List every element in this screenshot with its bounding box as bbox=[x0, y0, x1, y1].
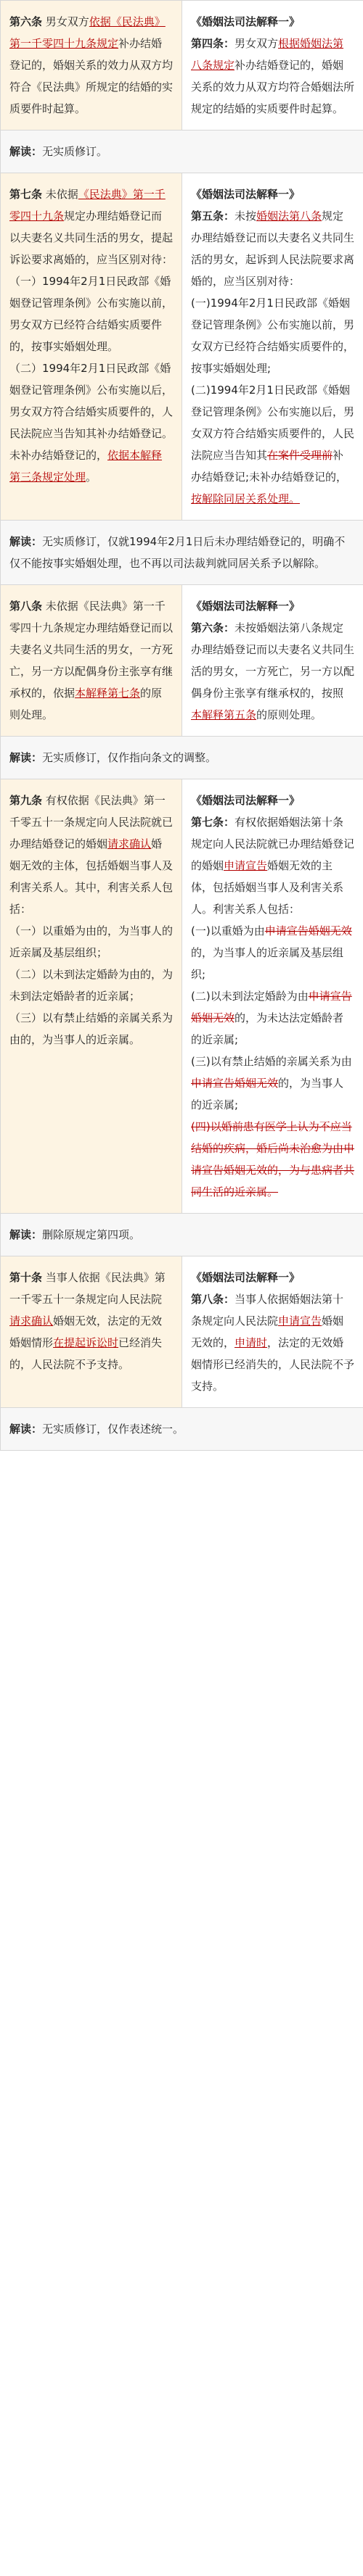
article-heading: 解读： bbox=[9, 1422, 43, 1436]
body-text: 未依据《民法典》第一千零四十九条规定办理结婚登记而以夫妻名义共同生活的男女，一方死亡，另一方以配偶身份主张享有继承权的，依据 bbox=[9, 600, 174, 700]
body-text: 的原则处理。 bbox=[256, 708, 322, 721]
body-text: 男女双方 bbox=[42, 15, 89, 28]
body-text: 无实质修订，仅就1994年2月1日后未办理结婚登记的，明确不仅不能按事实婚姻处理，也不再以司法裁判就同居关系予以解除。 bbox=[9, 535, 346, 570]
provision-paragraph bbox=[191, 183, 354, 205]
body-text: (二)1994年2月1日民政部《婚姻登记管理条例》公布实施以后，男女双方符合结婚实质要件的，人民法院应当告知其 bbox=[191, 384, 355, 462]
old-provision-cell bbox=[182, 173, 363, 521]
body-text: 已经消失的，人民法院不予支持。 bbox=[9, 1336, 163, 1371]
interpretation-row bbox=[1, 1214, 363, 1256]
article-heading: 第五条： bbox=[191, 210, 235, 223]
body-text: 未依据 bbox=[42, 188, 78, 201]
interpretation-note bbox=[1, 1408, 363, 1451]
body-text: 的，为当事人的近亲属及基层组织; bbox=[191, 946, 344, 981]
article-comparison-row bbox=[1, 779, 363, 1214]
article-heading: 第九条 bbox=[9, 794, 43, 807]
provision-paragraph bbox=[191, 1051, 354, 1116]
article-comparison-row bbox=[1, 1256, 363, 1408]
body-text: 的，为未达法定婚龄者的近亲属; bbox=[191, 1011, 344, 1046]
article-heading: 第八条 bbox=[9, 600, 43, 613]
body-text: 婚姻无效的主体，包括婚姻当事人及利害关系人。利害关系人包括： bbox=[191, 859, 344, 916]
body-text: 规定办理结婚登记而以夫妻名义共同生活的男女，起诉到人民法院要求离婚的，应当区别对待： bbox=[191, 210, 355, 288]
body-text: (二)以未到法定婚龄为由 bbox=[191, 990, 309, 1003]
provision-paragraph bbox=[191, 33, 354, 120]
body-text: 的，为当事人的近亲属; bbox=[191, 1077, 344, 1111]
body-text: （二）1994年2月1日民政部《婚姻登记管理条例》公布实施以后，男女双方符合结婚实质要件的，人民法院应当告知其补办结婚登记。未补办结婚登记的， bbox=[9, 362, 174, 462]
body-text: (三)以有禁止结婚的亲属关系为由 bbox=[191, 1055, 352, 1068]
interpretation-row bbox=[1, 131, 363, 173]
article-heading: 第七条 bbox=[9, 188, 43, 201]
article-comparison-row bbox=[1, 1, 363, 131]
provision-paragraph bbox=[9, 270, 173, 357]
article-heading: 《婚姻法司法解释一》 bbox=[191, 794, 301, 807]
body-text: （一）1994年2月1日民政部《婚姻登记管理条例》公布实施以前，男女双方已经符合结婚实质要件的，按事实婚姻处理。 bbox=[9, 275, 174, 353]
article-heading: 第八条： bbox=[191, 1293, 235, 1306]
provision-paragraph bbox=[191, 1288, 354, 1397]
body-text: （一）以重婚为由的，为当事人的近亲属及基层组织； bbox=[9, 924, 174, 959]
article-heading: 解读： bbox=[9, 535, 43, 548]
provision-paragraph bbox=[191, 595, 354, 617]
new-provision-cell bbox=[1, 585, 182, 737]
provision-paragraph bbox=[191, 1116, 354, 1203]
article-heading: 第四条： bbox=[191, 37, 235, 50]
body-text: 当事人依据婚姻法第十条规定向人民法院 bbox=[191, 1293, 344, 1328]
provision-paragraph bbox=[9, 183, 173, 270]
article-heading: 解读： bbox=[9, 751, 43, 764]
old-provision-cell bbox=[182, 1, 363, 131]
body-text: (一)1994年2月1日民政部《婚姻登记管理条例》公布实施以前，男女双方已经符合结婚实质要件的，按事实婚姻处理; bbox=[191, 297, 355, 375]
deleted-text: 申请宣告婚姻无效 bbox=[191, 1077, 279, 1090]
article-heading: 解读： bbox=[9, 145, 43, 158]
body-text: 无实质修订，仅作表述统一。 bbox=[42, 1422, 184, 1436]
body-text: 婚姻无效的， bbox=[191, 1314, 344, 1349]
provision-paragraph bbox=[191, 11, 354, 33]
revised-text: 根据婚姻法第八条规定 bbox=[191, 37, 344, 72]
article-heading: 《婚姻法司法解释一》 bbox=[191, 15, 301, 28]
revised-text: 在提起诉讼时 bbox=[53, 1336, 119, 1349]
revised-text: 依据本解释第三条规定处理 bbox=[9, 449, 163, 484]
body-text: 的原则处理。 bbox=[9, 687, 163, 721]
article-heading: 第七条： bbox=[191, 816, 235, 829]
interpretation-note bbox=[1, 737, 363, 779]
provision-paragraph bbox=[191, 985, 354, 1051]
interpretation-note bbox=[1, 1214, 363, 1256]
body-text: 。 bbox=[86, 471, 97, 484]
provision-paragraph bbox=[191, 292, 354, 379]
revised-text: 请求确认 bbox=[107, 837, 152, 850]
revised-text: 《民法典》第一千零四十九条 bbox=[9, 188, 166, 223]
body-text: 补办结婚登记的，婚姻关系的效力从双方均符合《民法典》所规定的结婚的实质要件时起算。 bbox=[9, 37, 174, 115]
body-text: 婚姻无效的主体，包括婚姻当事人及利害关系人。其中，利害关系人包括： bbox=[9, 837, 174, 916]
deleted-text: 申请宣告婚姻无效 bbox=[191, 990, 352, 1024]
provision-paragraph bbox=[191, 617, 354, 726]
deleted-text: 在案件受理前 bbox=[267, 449, 333, 462]
interpretation-row bbox=[1, 1408, 363, 1451]
interpretation-note bbox=[1, 131, 363, 173]
revised-text: 申请宣告 bbox=[278, 1314, 322, 1328]
provision-paragraph bbox=[9, 11, 173, 120]
revised-text: 本解释第五条 bbox=[191, 708, 257, 721]
body-text: 补办结婚登记;未补办结婚登记的， bbox=[191, 449, 348, 484]
body-text: 删除原规定第四项。 bbox=[42, 1228, 141, 1241]
article-heading: 《婚姻法司法解释一》 bbox=[191, 600, 301, 613]
provision-paragraph bbox=[191, 1267, 354, 1288]
revised-text: 申请时 bbox=[234, 1336, 268, 1349]
provision-paragraph bbox=[9, 920, 173, 964]
interpretation-note bbox=[1, 521, 363, 585]
provision-paragraph bbox=[191, 811, 354, 920]
deleted-text: (四)以婚前患有医学上认为不应当结婚的疾病，婚后尚未治愈为由申请宣告婚姻无效的，为与患病者共同生活的近亲属。 bbox=[191, 1120, 355, 1198]
body-text: （三）以有禁止结婚的亲属关系为由的，为当事人的近亲属。 bbox=[9, 1011, 174, 1046]
deleted-text: 申请宣告婚姻无效 bbox=[264, 924, 352, 937]
revised-text: 请求确认 bbox=[9, 1314, 54, 1328]
article-heading: 《婚姻法司法解释一》 bbox=[191, 188, 301, 201]
article-heading: 解读： bbox=[9, 1228, 43, 1241]
body-text: 无实质修订，仅作指向条文的调整。 bbox=[42, 751, 217, 764]
body-text: 无实质修订。 bbox=[42, 145, 108, 158]
provision-paragraph bbox=[9, 1007, 173, 1051]
revised-text: 依据《民法典》第一千零四十九条规定 bbox=[9, 15, 166, 50]
provision-paragraph bbox=[9, 357, 173, 488]
article-heading: 第十条 bbox=[9, 1271, 43, 1284]
article-heading: 第六条： bbox=[191, 621, 235, 634]
article-comparison-row bbox=[1, 173, 363, 521]
body-text: 未按婚姻法第八条规定办理结婚登记而以夫妻名义共同生活的男女，一方死亡，另一方以配偶身份主张享有继承权的，按照 bbox=[191, 621, 355, 700]
body-text: ，法定的无效婚姻情形已经消失的，人民法院不予支持。 bbox=[191, 1336, 355, 1393]
new-provision-cell bbox=[1, 1, 182, 131]
provision-paragraph bbox=[191, 205, 354, 292]
article-heading: 第六条 bbox=[9, 15, 43, 28]
body-text: 有权依据婚姻法第十条规定向人民法院就已办理结婚登记的婚姻 bbox=[191, 816, 355, 872]
body-text: 未按 bbox=[234, 210, 257, 223]
body-text: （二）以未到法定婚龄为由的，为未到法定婚龄者的近亲属； bbox=[9, 968, 174, 1003]
old-provision-cell bbox=[182, 585, 363, 737]
old-provision-cell bbox=[182, 779, 363, 1214]
interpretation-row bbox=[1, 737, 363, 779]
provision-paragraph bbox=[191, 379, 354, 510]
revised-text: 婚姻法第八条 bbox=[256, 210, 322, 223]
revised-text: 申请宣告 bbox=[224, 859, 268, 872]
body-text: 男女双方 bbox=[234, 37, 279, 50]
provision-paragraph bbox=[9, 964, 173, 1007]
revised-text: 按解除同居关系处理。 bbox=[191, 492, 301, 505]
provision-paragraph bbox=[9, 1267, 173, 1375]
provision-paragraph bbox=[191, 790, 354, 811]
provision-paragraph bbox=[191, 920, 354, 985]
body-text: 当事人依据《民法典》第一千零五十一条规定向人民法院 bbox=[9, 1271, 166, 1306]
provision-paragraph bbox=[9, 595, 173, 726]
body-text: (一)以重婚为由 bbox=[191, 924, 265, 937]
revised-text: 本解释第七条 bbox=[75, 687, 141, 700]
new-provision-cell bbox=[1, 1256, 182, 1408]
body-text: 婚姻无效，法定的无效婚姻情形 bbox=[9, 1314, 163, 1349]
article-comparison-row bbox=[1, 585, 363, 737]
old-provision-cell bbox=[182, 1256, 363, 1408]
new-provision-cell bbox=[1, 173, 182, 521]
body-text: 有权依据《民法典》第一千零五十一条规定向人民法院就已办理结婚登记的婚姻 bbox=[9, 794, 174, 850]
article-heading: 《婚姻法司法解释一》 bbox=[191, 1271, 301, 1284]
new-provision-cell bbox=[1, 779, 182, 1214]
body-text: 规定办理结婚登记而以夫妻名义共同生活的男女，提起诉讼要求离婚的，应当区别对待： bbox=[9, 210, 174, 266]
body-text: 补办结婚登记的，婚姻关系的效力从双方均符合婚姻法所规定的结婚的实质要件时起算。 bbox=[191, 59, 355, 115]
interpretation-row bbox=[1, 521, 363, 585]
provision-paragraph bbox=[9, 790, 173, 920]
